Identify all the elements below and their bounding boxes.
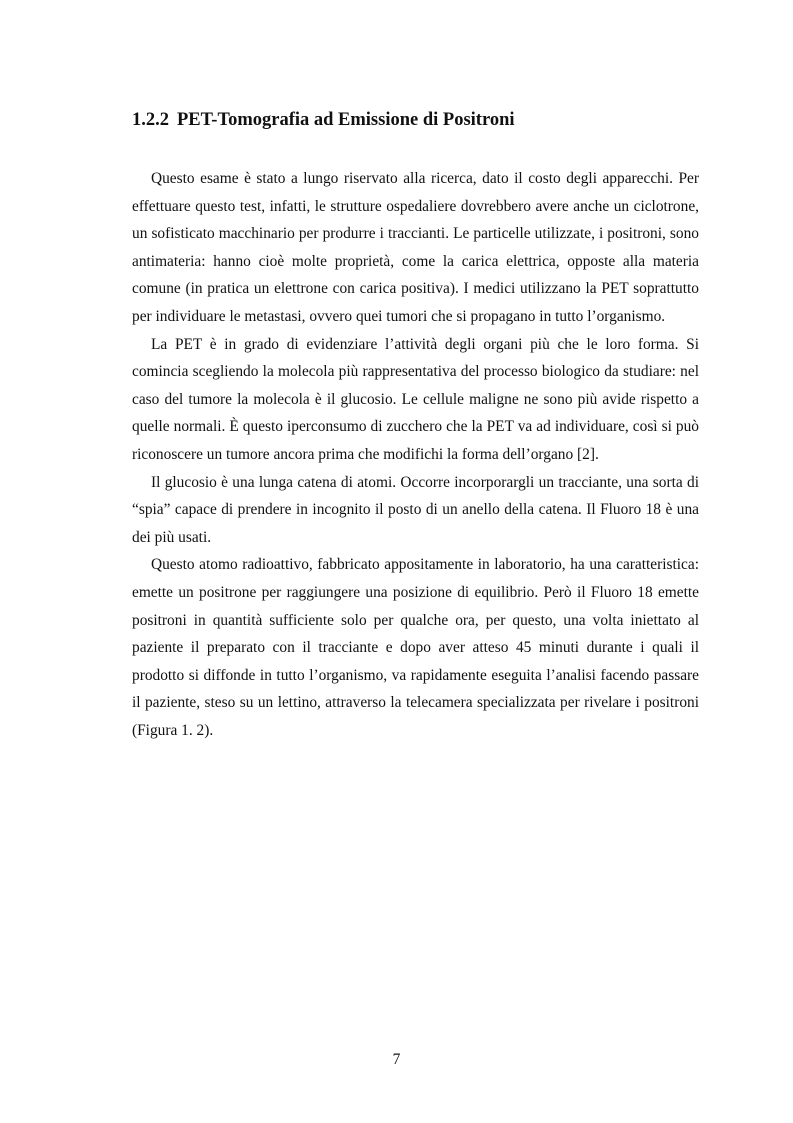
section-number: 1.2.2 (132, 110, 169, 130)
section-heading (132, 108, 515, 132)
page-number: 7 (392, 1051, 401, 1068)
body-text (132, 165, 699, 744)
paragraph-3: Il glucosio è una lunga catena di atomi. Occorre incorporargli un tracciante, una sorta di “spia” capace di prendere in incognito il posto di un anello della catena. Il Fluoro 18 è una dei più usati. (132, 473, 699, 546)
paragraph-4: Questo atomo radioattivo, fabbricato appositamente in laboratorio, ha una caratteristica: emette un positrone per raggiungere una posizione di equilibrio. Però il Fluoro 18 emette positroni in quantità sufficiente solo per qualche ora, per questo, una volta iniettato al paziente il preparato con il tracciante e dopo aver atteso 45 minuti durante i quali il prodotto si diffonde in tutto l’organismo, va rapidamente eseguita l’analisi facendo passare il paziente, steso su un lettino, attraverso la telecamera specializzata per rivelare i positroni (Figura 1. 2). (132, 556, 699, 739)
paragraph-1: Questo esame è stato a lungo riservato alla ricerca, dato il costo degli apparecchi. Per effettuare questo test, infatti, le strutture ospedaliere dovrebbero avere anche un ciclotrone, un sofisticato macchinario per produrre i traccianti. Le particelle utilizzate, i positroni, sono antimateria: hanno cioè molte proprietà, come la carica elettrica, opposte alla materia comune (in pratica un elettrone con carica positiva). I medici utilizzano la PET soprattutto per individuare le metastasi, ovvero quei tumori che si propagano in tutto l’organismo. (132, 170, 699, 325)
paragraph-2: La PET è in grado di evidenziare l’attività degli organi più che le loro forma. Si comincia scegliendo la molecola più rappresentativa del processo biologico da studiare: nel caso del tumore la molecola è il glucosio. Le cellule maligne ne sono più avide rispetto a quelle normali. È questo iperconsumo di zucchero che la PET va ad individuare, così si può riconoscere un tumore ancora prima che modifichi la forma dell’organo [2]. (132, 335, 699, 463)
section-title: PET-Tomografia ad Emissione di Positroni (177, 110, 515, 130)
